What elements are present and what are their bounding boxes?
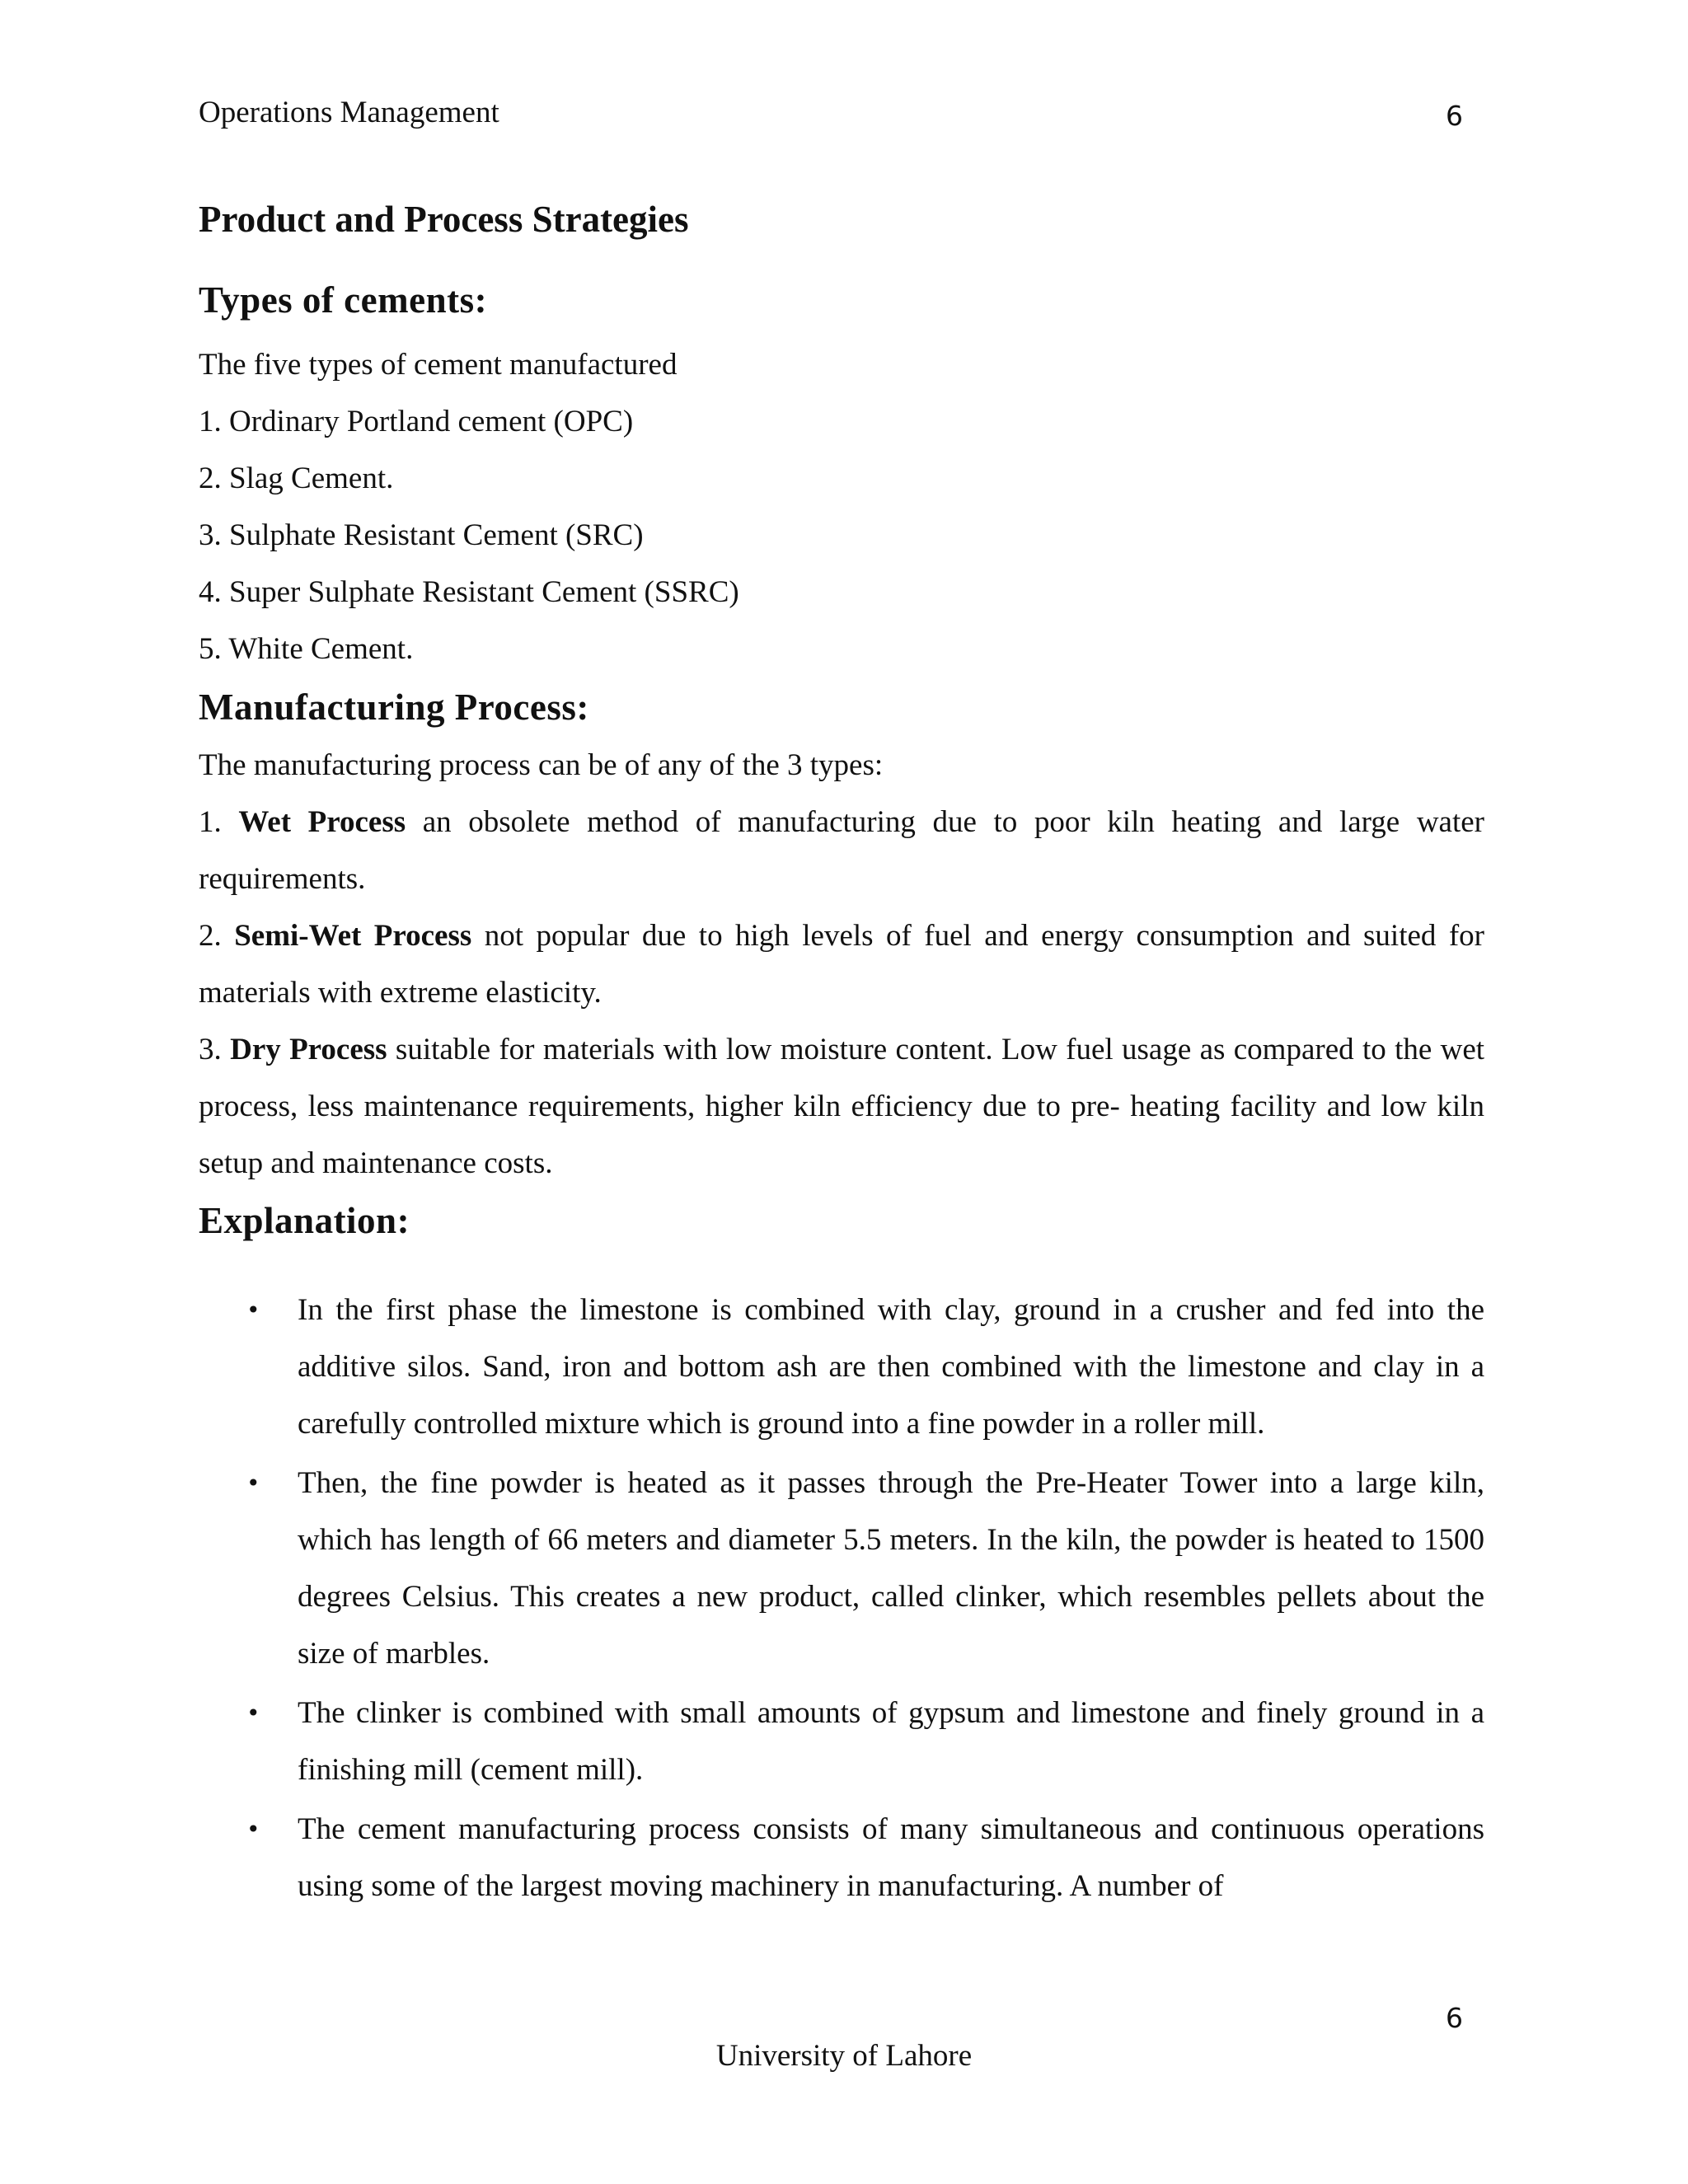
explanation-heading: Explanation: [199, 1200, 410, 1241]
process-number: 1. [199, 805, 222, 839]
cement-type-item: 1. Ordinary Portland cement (OPC) [199, 405, 634, 438]
bullet-icon: • [246, 1296, 260, 1324]
process-item-wet [199, 794, 1484, 907]
types-heading: Types of cements: [199, 279, 488, 321]
manufacturing-heading: Manufacturing Process: [199, 687, 589, 728]
process-number: 2. [199, 919, 222, 953]
bullet-icon: • [246, 1699, 260, 1727]
running-header: Operations Management [199, 96, 499, 129]
process-number: 3. [199, 1033, 222, 1066]
process-description: an obsolete method of manufacturing due to poor kiln heating and large water requirements. [199, 805, 1484, 896]
process-description: not popular due to high levels of fuel and energy consumption and suited for materials with extreme elasticity. [199, 919, 1485, 1010]
footer-page-number: 6 [1446, 2002, 1463, 2034]
list-item-text: Then, the fine powder is heated as it passes through the Pre-Heater Tower into a large kiln, which has length of 66 meters and diameter 5.5 meters. In the kiln, the powder is heated to 1500 degrees Celsius. This creates a new product, called clinker, which resembles pellets about the size of marbles. [298, 1466, 1484, 1671]
process-item-dry [199, 1021, 1484, 1192]
manufacturing-intro: The manufacturing process can be of any of the 3 types: [199, 748, 884, 782]
cement-type-item: 5. White Cement. [199, 632, 414, 666]
list-item [199, 1801, 1484, 1915]
list-item-text: The clinker is combined with small amounts of gypsum and limestone and finely ground in a finishing mill (cement mill). [298, 1696, 1484, 1787]
process-name: Wet Process [238, 805, 406, 839]
page-content [199, 194, 1484, 1917]
types-intro: The five types of cement manufactured [199, 348, 678, 382]
list-item [199, 1282, 1484, 1452]
page-title: Product and Process Strategies [199, 199, 689, 240]
cement-type-item: 3. Sulphate Resistant Cement (SRC) [199, 518, 644, 552]
list-item [199, 1685, 1484, 1798]
list-item [199, 1455, 1484, 1682]
header-page-number: 6 [1446, 100, 1463, 132]
bullet-icon: • [246, 1469, 260, 1497]
bullet-icon: • [246, 1816, 260, 1843]
list-item-text: In the first phase the limestone is combined with clay, ground in a crusher and fed into the additive silos. Sand, iron and bottom ash are then combined with the limestone and clay in a carefully controlled mixture which is ground into a fine powder in a roller mill. [298, 1293, 1484, 1441]
process-name: Dry Process [230, 1033, 387, 1066]
explanation-list [199, 1282, 1484, 1915]
cement-type-item: 4. Super Sulphate Resistant Cement (SSRC) [199, 575, 739, 609]
cement-type-item: 2. Slag Cement. [199, 462, 394, 495]
process-item-semi-wet [199, 907, 1484, 1021]
process-name: Semi-Wet Process [234, 919, 472, 953]
running-footer: University of Lahore [715, 2039, 973, 2073]
process-description: suitable for materials with low moisture content. Low fuel usage as compared to the wet process, less maintenance requirements, higher kiln efficiency due to pre- heating facility and low kiln setup and maintenance costs. [199, 1033, 1485, 1180]
list-item-text: The cement manufacturing process consists of many simultaneous and continuous operations using some of the largest moving machinery in manufacturing. A number of [298, 1812, 1484, 1903]
